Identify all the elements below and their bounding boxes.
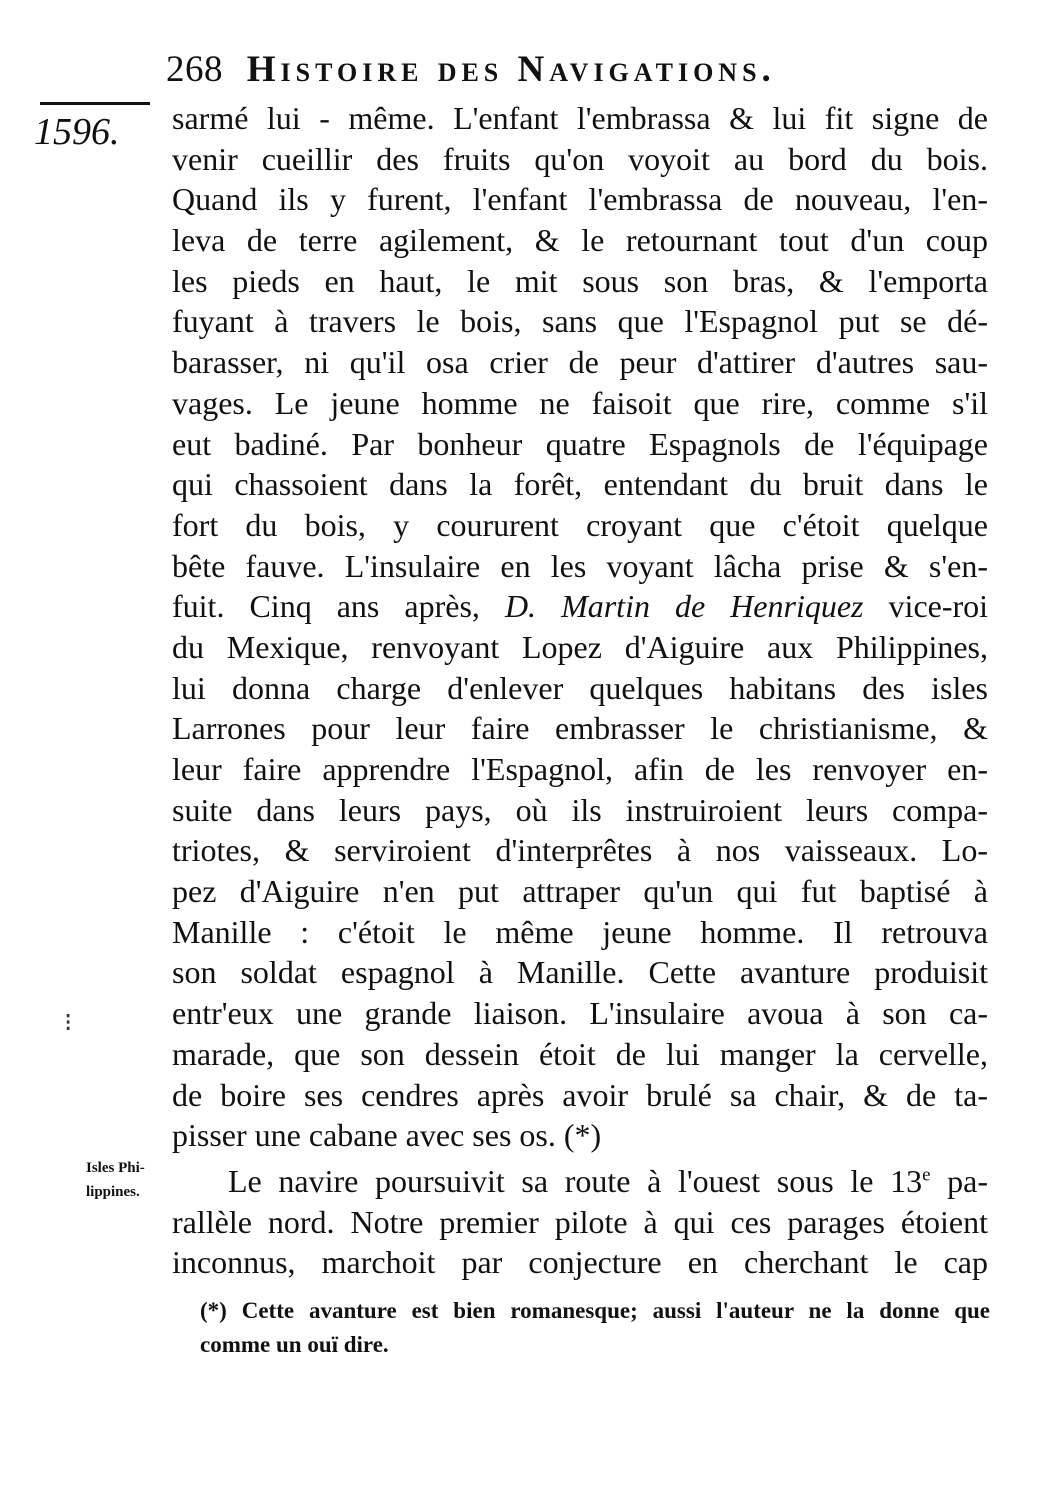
footnote-line: comme un ouï dire. [200,1332,389,1357]
text-line: pisser une cabane avec ses os. (*) [172,1117,602,1154]
text-line: triotes, & serviroient d'interprêtes à nos vaisseaux. Lo- [172,832,988,869]
text-line: suite dans leurs pays, où ils instruiroient leurs compa- [172,791,988,828]
page-number: 268 [166,49,223,90]
stray-mark: ⁝ [64,1008,73,1037]
text-line: eut badiné. Par bonheur quatre Espagnols de l'équipage [172,425,988,462]
footnote [200,1294,990,1362]
text-line: Quand ils y furent, l'enfant l'embrassa de nouveau, l'en- [172,181,988,218]
text-line: leur faire apprendre l'Espagnol, afin de les renvoyer en- [172,751,988,787]
text-line: venir cueillir des fruits qu'on voyoit au bord du bois. [172,140,988,177]
footnote-line: (*) Cette avanture est bien romanesque; aussi l'auteur ne la donne que [200,1298,990,1323]
text-segment: fuit. Cinq ans après, [172,588,480,625]
italic-name: D. Martin de Henriquez [504,588,864,625]
text-line: inconnus, marchoit par conjecture en cherchant le cap [172,1244,988,1281]
text-line [172,1161,988,1202]
text-line [172,586,988,627]
text-line: lui donna charge d'enlever quelques habitans des isles [172,669,988,706]
text-line: rallèle nord. Notre premier pilote à qui ces parages étoient [172,1203,988,1240]
text-line: les pieds en haut, le mit sous son bras, & l'emporta [172,262,988,299]
main-text [172,98,988,1283]
text-line: marade, que son dessein étoit de lui manger la cervelle, [172,1035,988,1072]
text-line: Manille : c'étoit le même jeune homme. Il retrouva [172,913,988,950]
text-line: du Mexique, renvoyant Lopez d'Aiguire aux Philippines, [172,628,988,665]
text-segment: pa- [947,1162,988,1199]
text-line: de boire ses cendres après avoir brulé sa chair, & de ta- [172,1076,988,1113]
text-line: Larrones pour leur faire embrasser le christianisme, & [172,710,988,747]
text-line: pez d'Aiguire n'en put attraper qu'un qui fut baptisé à [172,873,988,910]
running-header [166,50,776,90]
margin-sidenote [86,1156,145,1204]
running-title: Histoire des Navigations. [246,49,776,90]
sidenote-line: Isles Phi- [86,1160,145,1176]
margin-rule [40,102,150,105]
margin-year: 1596. [34,111,120,153]
text-segment: vice-roi [888,588,988,625]
sidenote-line: lippines. [86,1184,140,1200]
superscript: e [922,1164,931,1186]
text-line: qui chassoient dans la forêt, entendant du bruit dans le [172,466,988,503]
text-line: vages. Le jeune homme ne faisoit que rire, comme s'il [172,384,988,421]
text-line: fuyant à travers le bois, sans que l'Espagnol put se dé- [172,303,988,340]
text-line: barasser, ni qu'il osa crier de peur d'attirer d'autres sau- [172,344,988,381]
text-line: bête fauve. L'insulaire en les voyant lâcha prise & s'en- [172,547,988,584]
text-line: son soldat espagnol à Manille. Cette avanture produisit [172,954,988,991]
text-line: leva de terre agilement, & le retournant tout d'un coup [172,222,988,259]
text-segment: Le navire poursuivit sa route à l'ouest sous le 13 [228,1162,923,1199]
text-line: sarmé lui - même. L'enfant l'embrassa & lui fit signe de [172,100,988,136]
text-line: fort du bois, y coururent croyant que c'étoit quelque [172,506,988,543]
text-line: entr'eux une grande liaison. L'insulaire avoua à son ca- [172,995,988,1032]
